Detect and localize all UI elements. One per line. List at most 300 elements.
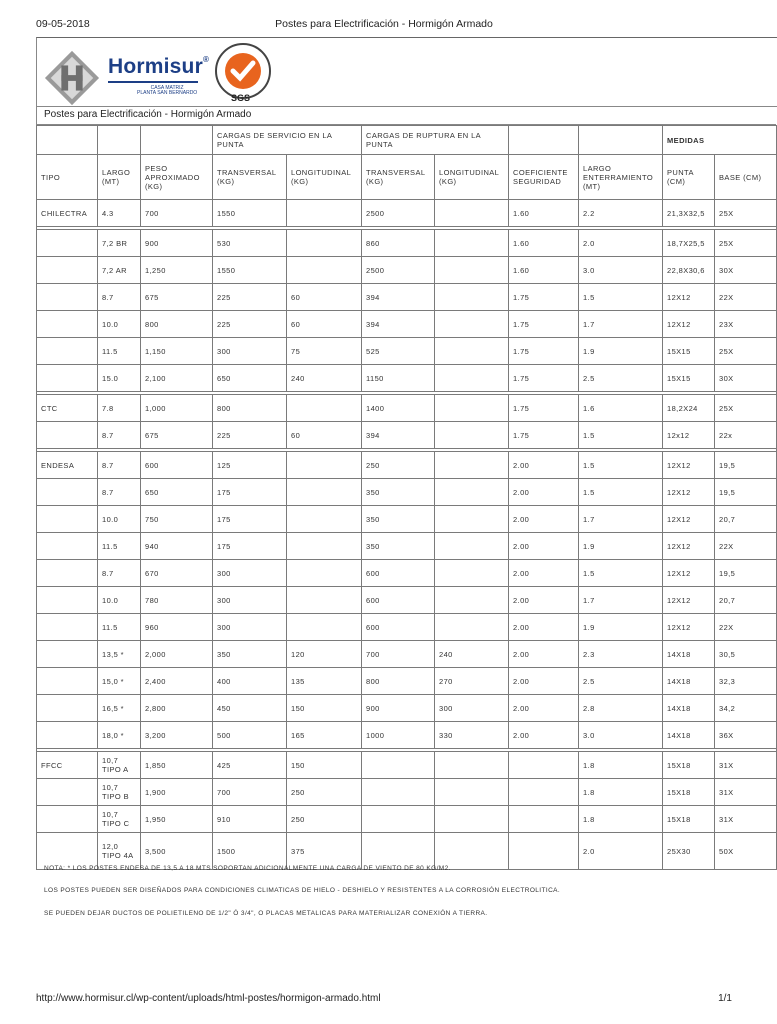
table-cell: 135: [287, 668, 362, 695]
table-cell: 2,000: [141, 641, 213, 668]
table-cell: 150: [287, 695, 362, 722]
table-cell: [287, 533, 362, 560]
table-cell: 2.00: [509, 641, 579, 668]
table-cell: 8.7: [98, 284, 141, 311]
table-row: [37, 200, 777, 227]
table-cell: 500: [213, 722, 287, 749]
table-cell: 910: [213, 806, 287, 833]
table-cell: 225: [213, 422, 287, 449]
table-cell: 23X: [715, 311, 777, 338]
table-cell: [37, 560, 98, 587]
table-cell: 1.5: [579, 479, 663, 506]
col-header-base: BASE (CM): [715, 155, 777, 200]
table-cell: 12X12: [663, 506, 715, 533]
table-cell: 1.5: [579, 560, 663, 587]
table-cell: 375: [287, 833, 362, 870]
table-cell: 2.00: [509, 560, 579, 587]
table-cell: 1150: [362, 365, 435, 392]
table-cell: [37, 338, 98, 365]
table-row: [37, 695, 777, 722]
table-cell: 11.5: [98, 614, 141, 641]
col-header-enterramiento: LARGO ENTERRAMIENTO (MT): [579, 155, 663, 200]
table-cell: 225: [213, 311, 287, 338]
table-cell: 394: [362, 311, 435, 338]
table-cell: 530: [213, 230, 287, 257]
table-cell: 12X12: [663, 614, 715, 641]
table-cell: 800: [362, 668, 435, 695]
table-cell: 14X18: [663, 641, 715, 668]
table-cell: [37, 587, 98, 614]
group-medidas: MEDIDAS: [663, 126, 777, 155]
table-cell: 8.7: [98, 452, 141, 479]
table-cell: 1.75: [509, 311, 579, 338]
table-cell: 2.2: [579, 200, 663, 227]
table-cell: 300: [213, 614, 287, 641]
table-cell: [435, 833, 509, 870]
table-cell: [435, 614, 509, 641]
table-cell: 12x12: [663, 422, 715, 449]
table-cell: 10.0: [98, 506, 141, 533]
table-cell: 250: [287, 779, 362, 806]
table-cell: 1.75: [509, 395, 579, 422]
table-cell: 300: [213, 560, 287, 587]
table-cell: [37, 779, 98, 806]
table-row: [37, 833, 777, 870]
table-cell: 12X12: [663, 479, 715, 506]
group-cargas-ruptura: CARGAS DE RUPTURA EN LA PUNTA: [362, 126, 509, 155]
table-cell: [509, 752, 579, 779]
table-cell: 25X30: [663, 833, 715, 870]
table-cell: [435, 479, 509, 506]
table-cell: 10,7 TIPO C: [98, 806, 141, 833]
table-cell: 1.8: [579, 752, 663, 779]
table-cell: [509, 806, 579, 833]
col-header-servicio-longitudinal: LONGITUDINAL (KG): [287, 155, 362, 200]
table-cell: 700: [213, 779, 287, 806]
note-line: NOTA: * LOS POSTES ENDESA DE 13,5 A 18 MTS SOPORTAN ADICIONALMENTE UNA CARGA DE VIENTO DE 80 KG/M2.: [44, 865, 451, 872]
table-cell: 15X18: [663, 752, 715, 779]
table-cell: 3,200: [141, 722, 213, 749]
table-cell: 1.6: [579, 395, 663, 422]
table-cell: [37, 422, 98, 449]
table-cell: [37, 311, 98, 338]
table-cell: 394: [362, 422, 435, 449]
table-cell: 31X: [715, 779, 777, 806]
group-cargas-servicio: CARGAS DE SERVICIO EN LA PUNTA: [213, 126, 362, 155]
table-cell: 22x: [715, 422, 777, 449]
table-cell: 12X12: [663, 284, 715, 311]
table-cell: 31X: [715, 806, 777, 833]
table-cell: 1.60: [509, 200, 579, 227]
col-header-ruptura-transversal: TRANSVERSAL (KG): [362, 155, 435, 200]
table-cell: 19,5: [715, 452, 777, 479]
print-title: Postes para Electrificación - Hormigón Armado: [275, 18, 493, 30]
table-cell: [37, 257, 98, 284]
table-cell: 150: [287, 752, 362, 779]
page-title: Postes para Electrificación - Hormigón Armado: [36, 106, 776, 125]
table-row: [37, 284, 777, 311]
table-cell: 750: [141, 506, 213, 533]
table-cell: [287, 506, 362, 533]
table-cell: 1,250: [141, 257, 213, 284]
table-cell: [435, 452, 509, 479]
table-cell: 675: [141, 284, 213, 311]
table-cell: 1,850: [141, 752, 213, 779]
table-row: [37, 587, 777, 614]
table-cell: CTC: [37, 395, 98, 422]
table-cell: 18,7X25,5: [663, 230, 715, 257]
table-cell: 800: [141, 311, 213, 338]
table-cell: 15X18: [663, 779, 715, 806]
table-cell: 16,5 *: [98, 695, 141, 722]
table-cell: 1,000: [141, 395, 213, 422]
table-cell: 1.8: [579, 806, 663, 833]
table-cell: [435, 200, 509, 227]
table-cell: 30X: [715, 257, 777, 284]
table-cell: 700: [362, 641, 435, 668]
table-cell: 22X: [715, 614, 777, 641]
table-cell: 1.60: [509, 257, 579, 284]
table-cell: 300: [213, 338, 287, 365]
table-cell: 20,7: [715, 506, 777, 533]
table-cell: 960: [141, 614, 213, 641]
table-cell: 15X15: [663, 338, 715, 365]
table-cell: 780: [141, 587, 213, 614]
table-cell: 175: [213, 506, 287, 533]
col-header-servicio-transversal: TRANSVERSAL (KG): [213, 155, 287, 200]
table-row: [37, 257, 777, 284]
table-cell: 22,8X30,6: [663, 257, 715, 284]
table-cell: 1,150: [141, 338, 213, 365]
table-cell: 1.7: [579, 311, 663, 338]
svg-text:SGS: SGS: [231, 93, 251, 103]
table-cell: [435, 230, 509, 257]
table-row: [37, 230, 777, 257]
table-cell: 22X: [715, 533, 777, 560]
col-header-ruptura-longitudinal: LONGITUDINAL (KG): [435, 155, 509, 200]
table-cell: 350: [362, 479, 435, 506]
table-cell: [435, 395, 509, 422]
table-cell: 25X: [715, 230, 777, 257]
table-cell: 350: [362, 533, 435, 560]
table-cell: 2.8: [579, 695, 663, 722]
table-cell: [37, 479, 98, 506]
table-cell: 525: [362, 338, 435, 365]
table-cell: 2.00: [509, 587, 579, 614]
table-cell: 650: [141, 479, 213, 506]
table-cell: 2500: [362, 200, 435, 227]
table-row: [37, 395, 777, 422]
table-cell: [287, 614, 362, 641]
table-cell: 394: [362, 284, 435, 311]
table-cell: [435, 806, 509, 833]
table-cell: [37, 668, 98, 695]
table-cell: 1.75: [509, 422, 579, 449]
table-cell: 10.0: [98, 587, 141, 614]
table-cell: [37, 533, 98, 560]
table-row: [37, 641, 777, 668]
table-cell: 10,7 TIPO B: [98, 779, 141, 806]
table-cell: [37, 833, 98, 870]
table-cell: 1550: [213, 257, 287, 284]
logo-banner: [36, 37, 777, 107]
table-cell: 350: [362, 506, 435, 533]
table-cell: [287, 230, 362, 257]
table-cell: 4.3: [98, 200, 141, 227]
table-cell: [37, 641, 98, 668]
table-cell: 7,2 AR: [98, 257, 141, 284]
table-cell: 1000: [362, 722, 435, 749]
table-row: [37, 452, 777, 479]
brand-name: Hormisur®: [108, 55, 210, 78]
note-line: SE PUEDEN DEJAR DUCTOS DE POLIETILENO DE 1/2" Ó 3/4", O PLACAS METALICAS PARA MATERIALIZAR CONEXIÓN A TIERRA.: [44, 910, 488, 917]
source-url: http://www.hormisur.cl/wp-content/uploads/html-postes/hormigon-armado.html: [36, 993, 381, 1004]
table-cell: 1.75: [509, 338, 579, 365]
table-cell: [435, 506, 509, 533]
table-row: [37, 506, 777, 533]
table-cell: 250: [287, 806, 362, 833]
table-cell: 2,400: [141, 668, 213, 695]
table-cell: 450: [213, 695, 287, 722]
table-cell: 1,950: [141, 806, 213, 833]
table-cell: 1.7: [579, 506, 663, 533]
table-cell: [287, 200, 362, 227]
table-cell: 60: [287, 311, 362, 338]
table-row: [37, 668, 777, 695]
table-cell: 14X18: [663, 722, 715, 749]
poles-table: [36, 125, 777, 870]
table-cell: 165: [287, 722, 362, 749]
table-cell: 600: [362, 587, 435, 614]
table-cell: 7.8: [98, 395, 141, 422]
table-cell: 2.00: [509, 695, 579, 722]
table-cell: 32,3: [715, 668, 777, 695]
table-cell: [435, 257, 509, 284]
table-cell: 10,7 TIPO A: [98, 752, 141, 779]
table-cell: 3,500: [141, 833, 213, 870]
table-cell: [435, 560, 509, 587]
table-row: [37, 779, 777, 806]
table-cell: [37, 695, 98, 722]
table-body: [37, 200, 777, 870]
table-cell: 75: [287, 338, 362, 365]
table-cell: 650: [213, 365, 287, 392]
table-cell: 7,2 BR: [98, 230, 141, 257]
table-cell: 2.00: [509, 614, 579, 641]
table-cell: 3.0: [579, 257, 663, 284]
brand-subtitle: CASA MATRIZ PLANTA SAN BERNARDO: [137, 85, 198, 96]
table-row: [37, 479, 777, 506]
table-cell: 225: [213, 284, 287, 311]
table-cell: [362, 779, 435, 806]
table-cell: [435, 284, 509, 311]
table-cell: 8.7: [98, 479, 141, 506]
table-cell: [509, 833, 579, 870]
table-cell: 21,3X32,5: [663, 200, 715, 227]
table-cell: [287, 452, 362, 479]
table-cell: 60: [287, 284, 362, 311]
table-cell: 15,0 *: [98, 668, 141, 695]
table-cell: 600: [141, 452, 213, 479]
table-cell: 670: [141, 560, 213, 587]
table-cell: [362, 833, 435, 870]
table-cell: 15.0: [98, 365, 141, 392]
print-footer: [36, 993, 732, 1007]
table-cell: 330: [435, 722, 509, 749]
table-cell: 175: [213, 479, 287, 506]
table-cell: 2.00: [509, 668, 579, 695]
table-row: [37, 422, 777, 449]
table-cell: 30X: [715, 365, 777, 392]
table-cell: 2.00: [509, 533, 579, 560]
table-cell: 2.00: [509, 506, 579, 533]
table-cell: 8.7: [98, 560, 141, 587]
table-cell: 8.7: [98, 422, 141, 449]
table-cell: 300: [213, 587, 287, 614]
table-cell: [37, 614, 98, 641]
table-cell: 31X: [715, 752, 777, 779]
table-cell: 20,7: [715, 587, 777, 614]
table-cell: 1400: [362, 395, 435, 422]
table-cell: [435, 779, 509, 806]
table-cell: ENDESA: [37, 452, 98, 479]
table-cell: 800: [213, 395, 287, 422]
table-cell: 2.3: [579, 641, 663, 668]
table-cell: 1500: [213, 833, 287, 870]
table-cell: 3.0: [579, 722, 663, 749]
table-row: [37, 806, 777, 833]
table-cell: [37, 506, 98, 533]
table-cell: 240: [435, 641, 509, 668]
print-header: [36, 18, 732, 32]
table-cell: 2,100: [141, 365, 213, 392]
table-cell: 175: [213, 533, 287, 560]
table-cell: 1.75: [509, 284, 579, 311]
table-cell: 2.00: [509, 452, 579, 479]
table-cell: 300: [435, 695, 509, 722]
table-cell: CHILECTRA: [37, 200, 98, 227]
table-cell: 19,5: [715, 479, 777, 506]
col-header-tipo: TIPO: [37, 155, 98, 200]
table-cell: 250: [362, 452, 435, 479]
table-cell: 12,0 TIPO 4A: [98, 833, 141, 870]
table-cell: 10.0: [98, 311, 141, 338]
table-cell: 12X12: [663, 560, 715, 587]
table-row: [37, 365, 777, 392]
table-cell: 25X: [715, 200, 777, 227]
table-row: [37, 311, 777, 338]
table-cell: 1.5: [579, 422, 663, 449]
page-number: 1/1: [718, 993, 732, 1004]
table-column-header-row: [37, 155, 777, 200]
col-header-punta: PUNTA (CM): [663, 155, 715, 200]
table-cell: [37, 806, 98, 833]
table-cell: 600: [362, 560, 435, 587]
col-header-coeficiente: COEFICIENTE SEGURIDAD: [509, 155, 579, 200]
table-cell: 400: [213, 668, 287, 695]
table-cell: 125: [213, 452, 287, 479]
table-row: [37, 614, 777, 641]
table-cell: 700: [141, 200, 213, 227]
table-row: [37, 533, 777, 560]
table-cell: 34,2: [715, 695, 777, 722]
table-row: [37, 752, 777, 779]
table-cell: 11.5: [98, 533, 141, 560]
table-cell: 1.9: [579, 338, 663, 365]
table-cell: 240: [287, 365, 362, 392]
table-cell: 11.5: [98, 338, 141, 365]
print-date: 09-05-2018: [36, 18, 90, 30]
table-cell: 12X12: [663, 452, 715, 479]
table-cell: [287, 395, 362, 422]
table-cell: 900: [362, 695, 435, 722]
table-cell: 12X12: [663, 587, 715, 614]
table-cell: [435, 422, 509, 449]
table-cell: 18,2X24: [663, 395, 715, 422]
table-cell: 25X: [715, 338, 777, 365]
table-cell: 14X18: [663, 668, 715, 695]
table-cell: 1.9: [579, 614, 663, 641]
table-cell: 600: [362, 614, 435, 641]
table-cell: 1550: [213, 200, 287, 227]
table-cell: [37, 722, 98, 749]
hormisur-logo-icon: [43, 49, 101, 107]
table-cell: 425: [213, 752, 287, 779]
table-cell: [287, 479, 362, 506]
table-cell: [362, 752, 435, 779]
table-cell: 1.9: [579, 533, 663, 560]
table-cell: [435, 752, 509, 779]
table-cell: 50X: [715, 833, 777, 870]
table-cell: [37, 284, 98, 311]
table-cell: 1.8: [579, 779, 663, 806]
table-cell: 1.7: [579, 587, 663, 614]
table-cell: 2.0: [579, 833, 663, 870]
table-cell: 940: [141, 533, 213, 560]
table-cell: [287, 560, 362, 587]
note-line: LOS POSTES PUEDEN SER DISEÑADOS PARA CONDICIONES CLIMATICAS DE HIELO - DESHIELO Y RESISTENTES A LA CORROSIÓN ELECTROLITICA.: [44, 887, 561, 894]
table-cell: 270: [435, 668, 509, 695]
table-cell: 25X: [715, 395, 777, 422]
table-cell: 1.60: [509, 230, 579, 257]
iso-certification-seal-icon: [211, 41, 275, 105]
document-sheet: [36, 37, 762, 917]
table-cell: [287, 257, 362, 284]
table-cell: 60: [287, 422, 362, 449]
table-cell: 2.5: [579, 668, 663, 695]
brand-underline: [108, 81, 198, 83]
table-cell: 675: [141, 422, 213, 449]
table-cell: 30,5: [715, 641, 777, 668]
table-cell: 19,5: [715, 560, 777, 587]
table-row: [37, 722, 777, 749]
table-cell: 22X: [715, 284, 777, 311]
table-cell: 1.5: [579, 452, 663, 479]
table-cell: 18,0 *: [98, 722, 141, 749]
table-cell: 14X18: [663, 695, 715, 722]
table-cell: [435, 587, 509, 614]
table-cell: [435, 311, 509, 338]
table-cell: 13,5 *: [98, 641, 141, 668]
table-cell: FFCC: [37, 752, 98, 779]
table-cell: [509, 779, 579, 806]
table-cell: 12X12: [663, 311, 715, 338]
table-cell: 2.0: [579, 230, 663, 257]
table-cell: 1.75: [509, 365, 579, 392]
table-cell: [435, 365, 509, 392]
table-cell: [362, 806, 435, 833]
table-cell: 900: [141, 230, 213, 257]
